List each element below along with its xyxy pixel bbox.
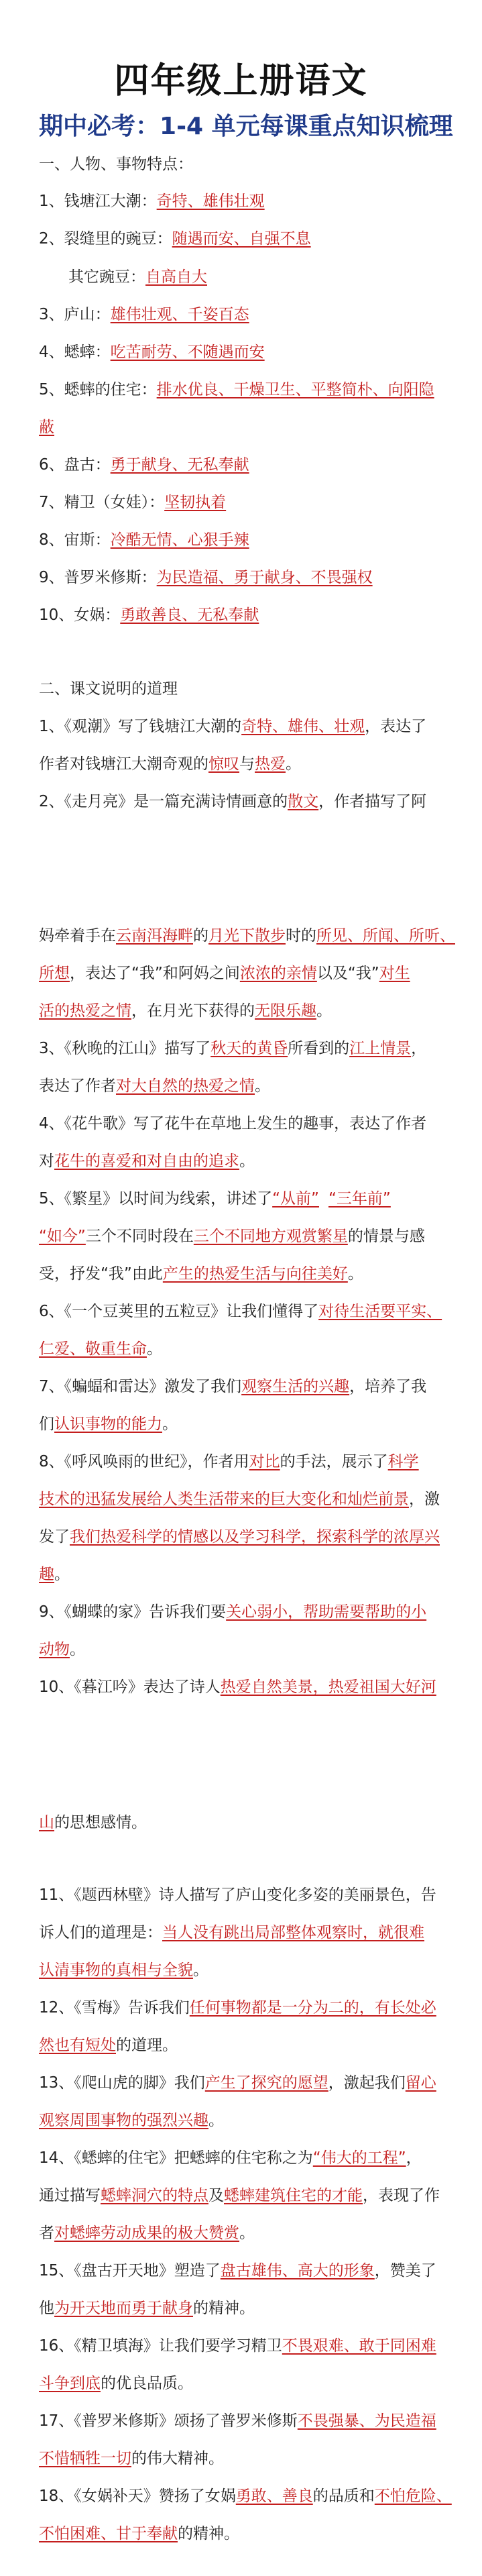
trait-item-7 xyxy=(39,491,461,514)
reason-5-line1 xyxy=(39,1187,461,1210)
highlighted-answer: 任何事物都是一分为二的，有长处必 xyxy=(189,1999,436,2017)
highlighted-answer: 活的热爱之情 xyxy=(39,1002,131,1020)
highlighted-answer: “从前” xyxy=(272,1190,319,1208)
text-fragment: 的手法，展示了 xyxy=(280,1453,388,1470)
text-fragment: 8、宙斯： xyxy=(39,531,111,549)
trait-item-8 xyxy=(39,529,461,551)
reason-13-line2 xyxy=(39,2109,461,2132)
text-fragment: 。 xyxy=(193,1962,208,1979)
text-fragment: 3、《秋晚的江山》描写了 xyxy=(39,1040,211,1057)
reason-12-line1 xyxy=(39,1996,461,2019)
highlighted-answer: 山 xyxy=(39,1814,54,1831)
text-fragment: ，培养了我 xyxy=(349,1378,427,1395)
reason-2-line4 xyxy=(39,1000,461,1022)
text-fragment: 5、蟋蟀的住宅： xyxy=(39,381,157,398)
text-fragment: 的思想感情。 xyxy=(54,1814,147,1831)
reason-10-line1 xyxy=(39,1676,461,1699)
text-fragment: 9、普罗米修斯： xyxy=(39,569,157,586)
highlighted-answer: 留心 xyxy=(405,2074,436,2092)
text-fragment: 18、《女娲补天》赞扬了女娲 xyxy=(39,2487,236,2505)
highlighted-answer: 蔽 xyxy=(39,419,54,436)
highlighted-answer: 惊叹 xyxy=(208,755,239,773)
text-fragment: 受，抒发“我”由此 xyxy=(39,1265,163,1283)
reason-13-line1 xyxy=(39,2072,461,2094)
text-fragment: 2、裂缝里的豌豆： xyxy=(39,230,172,248)
subtitle-main: 1-4 单元每课重点知识梳理 xyxy=(160,113,453,140)
reason-14-line1 xyxy=(39,2147,461,2169)
reason-14-line3 xyxy=(39,2222,461,2245)
highlighted-answer: 浓浓的亲情 xyxy=(239,965,317,982)
text-fragment: 1、《观潮》写了钱塘江大潮的 xyxy=(39,718,242,735)
text-fragment: 3、庐山： xyxy=(39,306,111,323)
text-fragment: 诉人们的道理是： xyxy=(39,1924,162,1941)
text-fragment: 。 xyxy=(286,755,301,773)
reason-11-line3 xyxy=(39,1959,461,1982)
text-fragment: 。 xyxy=(54,1566,70,1583)
reason-15-line1 xyxy=(39,2259,461,2282)
text-fragment: 表达了作者 xyxy=(39,1077,116,1095)
text-fragment: 的情景与感 xyxy=(347,1228,425,1245)
reason-9-line1 xyxy=(39,1601,461,1623)
text-fragment: 的优良品质。 xyxy=(101,2375,193,2392)
text-fragment: 4、蟋蟀： xyxy=(39,343,111,361)
reason-14-line2 xyxy=(39,2184,461,2207)
text-fragment: 14、《蟋蟀的住宅》把蟋蟀的住宅称之为 xyxy=(39,2149,313,2167)
highlighted-answer: 对生 xyxy=(379,965,410,982)
highlighted-answer: 仁爱、敬重生命 xyxy=(39,1340,147,1358)
highlighted-answer: 花牛的喜爱和对自由的追求 xyxy=(54,1152,239,1170)
text-fragment: 的道理。 xyxy=(116,2037,178,2054)
highlighted-answer: 科学 xyxy=(387,1453,419,1470)
highlighted-answer: 不畏强暴、为民造福 xyxy=(297,2412,436,2430)
section2-heading: 二、课文说明的道理 xyxy=(39,680,178,698)
highlighted-answer: 关心弱小，帮助需要帮助的小 xyxy=(226,1603,427,1621)
highlighted-answer: 所见、所闻、所听、 xyxy=(316,927,455,945)
text-fragment: ，表达了“我”和阿妈之间 xyxy=(70,965,240,982)
highlighted-answer: 热爱自然美景，热爱祖国大好河 xyxy=(220,1678,436,1696)
text-fragment: 。 xyxy=(147,1340,162,1358)
text-fragment: ， xyxy=(411,1040,427,1057)
text-fragment: 。 xyxy=(316,1002,332,1020)
page-title: 四年级上册语文 xyxy=(114,61,368,101)
highlighted-answer: 所想 xyxy=(39,965,70,982)
text-fragment: 。 xyxy=(255,1077,270,1095)
highlighted-answer: 排水优良、干燥卫生、平整简朴、向阳隐 xyxy=(156,381,434,398)
text-fragment: 13、《爬山虎的脚》我们 xyxy=(39,2074,205,2092)
highlighted-answer: 观察生活的兴趣 xyxy=(241,1378,350,1395)
highlighted-answer: 云南洱海畔 xyxy=(116,927,193,945)
text-fragment: 三个不同时段在 xyxy=(85,1228,194,1245)
text-fragment: 的伟大精神。 xyxy=(131,2450,224,2467)
highlighted-answer: 坚韧执着 xyxy=(164,494,227,511)
reason-12-line2 xyxy=(39,2034,461,2057)
reason-8-line2 xyxy=(39,1488,461,1511)
text-fragment: 10、《暮江吟》表达了诗人 xyxy=(39,1678,221,1696)
text-fragment: 16、《精卫填海》让我们要学习精卫 xyxy=(39,2337,282,2355)
highlighted-answer: 技术的迅猛发展给人类生活带来的巨大变化和灿烂前景 xyxy=(39,1491,409,1508)
text-fragment: 。 xyxy=(208,2112,224,2129)
text-fragment: 7、《蝙蝠和雷达》激发了我们 xyxy=(39,1378,242,1395)
highlighted-answer: 认识事物的能力 xyxy=(54,1415,162,1433)
text-fragment: 11、《题西林壁》诗人描写了庐山变化多姿的美丽景色，告 xyxy=(39,1886,436,1904)
text-fragment: 时的 xyxy=(286,927,316,945)
trait-item-2b xyxy=(68,266,482,288)
text-fragment: 他 xyxy=(39,2300,54,2317)
highlighted-answer: 蟋蟀建筑住宅的才能 xyxy=(224,2187,363,2204)
highlighted-answer: 不惜牺牲一切 xyxy=(39,2450,131,2467)
text-fragment: 的 xyxy=(193,927,208,945)
text-fragment: 2、《走月亮》是一篇充满诗情画意的 xyxy=(39,793,288,810)
highlighted-answer: 勇敢善良、无私奉献 xyxy=(120,606,259,624)
text-fragment: 5、《繁星》以时间为线索，讲述了 xyxy=(39,1190,273,1208)
highlighted-answer: 勇于献身、无私奉献 xyxy=(110,456,249,474)
reason-4-line2 xyxy=(39,1150,461,1173)
text-fragment: ，激起我们 xyxy=(328,2074,406,2092)
text-fragment: 1、钱塘江大潮： xyxy=(39,193,157,210)
highlighted-answer: 为民造福、勇于献身、不畏强权 xyxy=(156,569,373,586)
text-fragment: ，在月光下获得的 xyxy=(131,1002,255,1020)
trait-item-4 xyxy=(39,341,461,364)
highlighted-answer: 对比 xyxy=(249,1453,280,1470)
highlighted-answer: 奇特、雄伟壮观 xyxy=(156,193,265,210)
text-fragment: ，表达了 xyxy=(365,718,427,735)
reason-8-line3 xyxy=(39,1525,461,1548)
text-fragment: ，作者描写了阿 xyxy=(318,793,427,810)
highlighted-answer: “伟大的工程” xyxy=(312,2149,406,2167)
highlighted-answer: 我们热爱科学的情感以及学习科学，探索科学的浓厚兴 xyxy=(70,1528,440,1546)
highlighted-answer: 观察周围事物的强烈兴趣 xyxy=(39,2112,208,2129)
text-fragment: 其它豌豆： xyxy=(68,268,145,286)
reason-11-line1 xyxy=(39,1884,461,1907)
trait-item-6 xyxy=(39,453,461,476)
trait-item-5-cont xyxy=(39,416,461,439)
highlighted-answer: 冷酷无情、心狠手辣 xyxy=(110,531,249,549)
highlighted-answer: 奇特、雄伟、壮观 xyxy=(241,718,365,735)
highlighted-answer: 斗争到底 xyxy=(39,2375,101,2392)
text-fragment: 6、《一个豆荚里的五粒豆》让我们懂得了 xyxy=(39,1303,319,1320)
highlighted-answer: 趣 xyxy=(39,1566,54,1583)
text-fragment: 及 xyxy=(208,2187,224,2204)
highlighted-answer: 雄伟壮观、千姿百态 xyxy=(110,306,249,323)
highlighted-answer: 热爱 xyxy=(255,755,286,773)
highlighted-answer: 然也有短处 xyxy=(39,2037,116,2054)
section1-heading: 一、人物、事物特点： xyxy=(39,156,193,173)
text-fragment: 12、《雪梅》告诉我们 xyxy=(39,1999,190,2017)
reason-8-line1 xyxy=(39,1450,461,1473)
highlighted-answer: 对蟋蟀劳动成果的极大赞赏 xyxy=(54,2224,239,2242)
text-fragment: 者 xyxy=(39,2224,54,2242)
highlighted-answer: 月光下散步 xyxy=(208,927,286,945)
reason-10-line2 xyxy=(39,1811,461,1834)
text-fragment: 所看到的 xyxy=(288,1040,350,1057)
reason-4-line1 xyxy=(39,1112,461,1135)
highlighted-answer: 为开天地而勇于献身 xyxy=(54,2300,193,2317)
reason-9-line2 xyxy=(39,1638,461,1661)
text-fragment: 。 xyxy=(239,1152,255,1170)
highlighted-answer: 江上情景 xyxy=(349,1040,412,1057)
text-fragment: 妈牵着手在 xyxy=(39,927,116,945)
highlighted-answer: 认清事物的真相与全貌 xyxy=(39,1962,193,1979)
trait-item-1 xyxy=(39,190,461,213)
text-fragment: 6、盘古： xyxy=(39,456,111,474)
text-fragment: ， xyxy=(406,2149,422,2167)
reason-11-line2 xyxy=(39,1921,461,1944)
reason-17-line1 xyxy=(39,2410,461,2432)
highlighted-answer: 产生的热爱生活与向往美好 xyxy=(162,1265,348,1283)
highlighted-answer: 随遇而安、自强不息 xyxy=(172,230,311,248)
trait-item-9 xyxy=(39,566,461,589)
text-fragment: 的精神。 xyxy=(178,2525,239,2542)
reason-17-line2 xyxy=(39,2447,461,2470)
reason-6-line2 xyxy=(39,1338,461,1360)
text-fragment: 9、《蝴蝶的家》告诉我们要 xyxy=(39,1603,227,1621)
highlighted-answer: 不怕危险、 xyxy=(374,2487,452,2505)
highlighted-answer: 产生了探究的愿望 xyxy=(204,2074,328,2092)
highlighted-answer: 动物 xyxy=(39,1641,70,1658)
highlighted-answer: 秋天的黄昏 xyxy=(210,1040,288,1057)
highlighted-answer: 盘古雄伟、高大的形象 xyxy=(220,2262,375,2279)
reason-2-line1 xyxy=(39,790,461,813)
text-fragment: 17、《普罗米修斯》颂扬了普罗米修斯 xyxy=(39,2412,298,2430)
highlighted-answer: 勇敢、善良 xyxy=(235,2487,313,2505)
reason-2-line2 xyxy=(39,924,461,947)
text-fragment: 。 xyxy=(162,1415,178,1433)
highlighted-answer: 蟋蟀洞穴的特点 xyxy=(101,2187,208,2204)
text-fragment: 10、女娲： xyxy=(39,606,121,624)
highlighted-answer: 对大自然的热爱之情 xyxy=(116,1077,255,1095)
reason-18-line1 xyxy=(39,2485,461,2508)
text-fragment: ，表现了作 xyxy=(363,2187,440,2204)
text-fragment: 的品质和 xyxy=(312,2487,375,2505)
highlighted-answer: 对待生活要平实、 xyxy=(318,1303,442,1320)
highlighted-answer: 自高自大 xyxy=(145,268,207,286)
text-fragment: 15、《盘古开天地》塑造了 xyxy=(39,2262,221,2279)
page-subtitle xyxy=(39,107,455,142)
text-fragment: 通过描写 xyxy=(39,2187,101,2204)
highlighted-answer: 三个不同地方观赏繁星 xyxy=(193,1228,348,1245)
reason-2-line3 xyxy=(39,962,461,985)
reason-1-line1 xyxy=(39,715,461,738)
trait-item-2 xyxy=(39,227,461,250)
trait-item-10 xyxy=(39,604,461,627)
text-fragment: 发了 xyxy=(39,1528,70,1546)
highlighted-answer: “三年前” xyxy=(328,1190,391,1208)
text-fragment: ，激 xyxy=(409,1491,440,1508)
reason-3-line1 xyxy=(39,1037,461,1060)
text-fragment: 的精神。 xyxy=(193,2300,255,2317)
reason-16-line2 xyxy=(39,2372,461,2395)
highlighted-answer: 散文 xyxy=(288,793,319,810)
highlighted-answer: 不怕困难、甘于奉献 xyxy=(39,2525,178,2542)
highlighted-answer: “如今” xyxy=(39,1228,86,1245)
highlighted-answer: 当人没有跳出局部整体观察时，就很难 xyxy=(162,1924,424,1941)
reason-5-line3 xyxy=(39,1263,461,1285)
text-fragment: 们 xyxy=(39,1415,54,1433)
reason-1-line2 xyxy=(39,753,461,775)
text-fragment: 以及“我” xyxy=(316,965,379,982)
reason-16-line1 xyxy=(39,2334,461,2357)
text-fragment: 。 xyxy=(239,2224,255,2242)
highlighted-answer: 不畏艰难、敢于同困难 xyxy=(282,2337,436,2355)
trait-item-3 xyxy=(39,303,461,326)
text-fragment: 与 xyxy=(239,755,255,773)
text-fragment: 作者对钱塘江大潮奇观的 xyxy=(39,755,208,773)
text-fragment: 。 xyxy=(347,1265,363,1283)
reason-7-line1 xyxy=(39,1375,461,1398)
reason-15-line2 xyxy=(39,2297,461,2320)
text-fragment: 4、《花牛歌》写了花牛在草地上发生的趣事，表达了作者 xyxy=(39,1115,427,1132)
reason-5-line2 xyxy=(39,1225,461,1248)
text-fragment: 8、《呼风唤雨的世纪》，作者用 xyxy=(39,1453,249,1470)
reason-3-line2 xyxy=(39,1075,461,1097)
highlighted-answer: 无限乐趣 xyxy=(255,1002,316,1020)
text-fragment: 对 xyxy=(39,1152,54,1170)
reason-7-line2 xyxy=(39,1413,461,1436)
highlighted-answer: 吃苦耐劳、不随遇而安 xyxy=(110,343,265,361)
text-fragment: ，赞美了 xyxy=(374,2262,436,2279)
reason-6-line1 xyxy=(39,1300,461,1323)
text-fragment: 7、精卫（女娃）： xyxy=(39,494,165,511)
reason-8-line4 xyxy=(39,1563,461,1586)
subtitle-prefix: 期中必考： xyxy=(39,113,160,140)
trait-item-5 xyxy=(39,378,461,401)
reason-18-line2 xyxy=(39,2522,461,2545)
text-fragment: 。 xyxy=(70,1641,85,1658)
